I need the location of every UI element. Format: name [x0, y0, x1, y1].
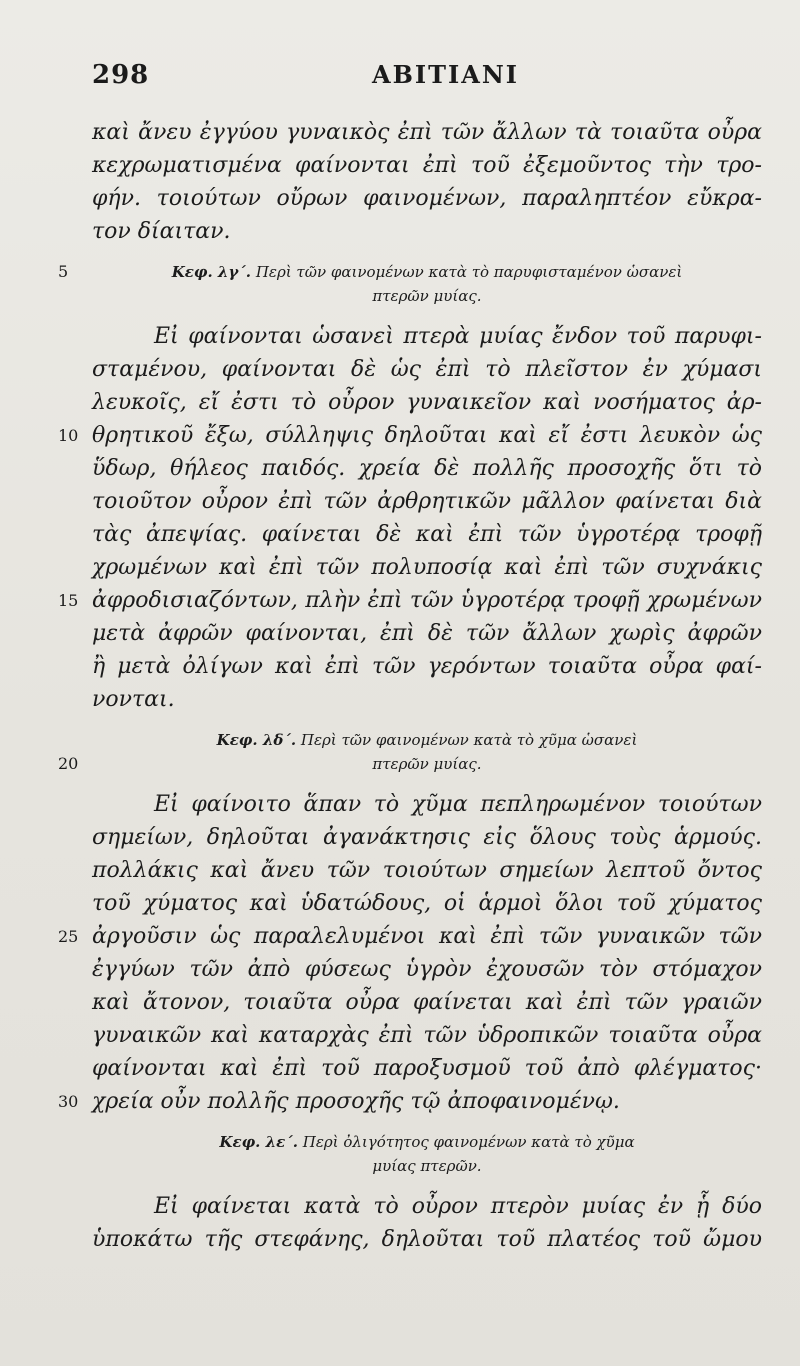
- text-line: ἐγγύων τῶν ἀπὸ φύσεως ὑγρὸν ἐχουσῶν τὸν στόμαχον: [92, 957, 762, 982]
- page-body: [58, 116, 762, 1256]
- text-line: Εἰ φαίνονται ὡσανεὶ πτερὰ μυίας ἔνδον τοῦ παρυφι-: [154, 324, 762, 349]
- text-line: φήν. τοιούτων οὔρων φαινομένων, παραληπτέον εὔκρα-: [92, 186, 762, 211]
- text-line: λευκοῖς, εἴ ἐστι τὸ οὖρον γυναικεῖον καὶ νοσήματος ἀρ-: [92, 390, 762, 415]
- chapter-label: Κεφ. λε΄.: [219, 1133, 298, 1151]
- text-line: σημείων, δηλοῦται ἀγανάκτησις εἰς ὅλους τοὺς ἁρμούς.: [92, 825, 762, 850]
- heading-line: Κεφ. λε΄. Περὶ ὀλιγότητος φαινομένων κατὰ τὸ χῦμα: [219, 1133, 635, 1151]
- paragraph: [92, 116, 762, 248]
- heading-line: μυίας πτερῶν.: [372, 1157, 482, 1175]
- text-line: Εἰ φαίνοιτο ἅπαν τὸ χῦμα πεπληρωμένον τοιούτων: [154, 792, 762, 817]
- text-line: τοῦ χύματος καὶ ὑδατώδους, οἱ ἁρμοὶ ὅλοι τοῦ χύματος: [92, 891, 762, 916]
- line-number: 10: [58, 426, 79, 445]
- running-head: ΑΒΙΤΙΑΝΙ: [372, 60, 520, 89]
- text-line: καὶ ἄνευ ἐγγύου γυναικὸς ἐπὶ τῶν ἄλλων τὰ τοιαῦτα οὖρα: [92, 120, 762, 145]
- chapter-heading: [92, 1130, 762, 1178]
- text-line: σταμένου, φαίνονται δὲ ὡς ἐπὶ τὸ πλεῖστον ἐν χύμασι: [92, 357, 762, 382]
- paragraph: [58, 320, 762, 716]
- page-number: 298: [92, 60, 150, 90]
- text-line: τον δίαιταν.: [92, 219, 231, 244]
- text-line: ἢ μετὰ ὀλίγων καὶ ἐπὶ τῶν γερόντων τοιαῦτα οὖρα φαί-: [92, 654, 762, 679]
- text-line: 15 ἀφροδισιαζόντων, πλὴν ἐπὶ τῶν ὑγροτέρᾳ τροφῇ χρωμένων: [92, 584, 762, 617]
- text-line: πολλάκις καὶ ἄνευ τῶν τοιούτων σημείων λεπτοῦ ὄντος: [92, 858, 762, 883]
- heading-line: 20 πτερῶν μυίας.: [92, 752, 762, 776]
- chapter-heading: [58, 728, 762, 776]
- text-line: ὕδωρ, θήλεος παιδός. χρεία δὲ πολλῆς προσοχῆς ὅτι τὸ: [92, 456, 762, 481]
- text-line: νονται.: [92, 687, 175, 712]
- text-line: γυναικῶν καὶ καταρχὰς ἐπὶ τῶν ὑδροπικῶν τοιαῦτα οὖρα: [92, 1023, 762, 1048]
- page-header: [92, 60, 760, 100]
- heading-line: πτερῶν μυίας.: [372, 287, 482, 305]
- line-number: 5: [58, 262, 69, 281]
- text-line: φαίνονται καὶ ἐπὶ τοῦ παροξυσμοῦ τοῦ ἀπὸ φλέγματος·: [92, 1056, 762, 1081]
- line-number: 30: [58, 1092, 79, 1111]
- text-line: κεχρωματισμένα φαίνονται ἐπὶ τοῦ ἐξεμοῦντος τὴν τρο-: [92, 153, 762, 178]
- chapter-heading: [58, 260, 762, 308]
- text-line: 10 θρητικοῦ ἔξω, σύλληψις δηλοῦται καὶ εἴ ἐστι λευκὸν ὡς: [92, 419, 762, 452]
- line-number: 20: [58, 754, 79, 773]
- line-number: 25: [58, 927, 79, 946]
- text-line: χρωμένων καὶ ἐπὶ τῶν πολυποσίᾳ καὶ ἐπὶ τῶν συχνάκις: [92, 555, 762, 580]
- heading-line: Κεφ. λδ΄. Περὶ τῶν φαινομένων κατὰ τὸ χῦμα ὡσανεὶ: [216, 731, 638, 749]
- text-line: τοιοῦτον οὖρον ἐπὶ τῶν ἀρθρητικῶν μᾶλλον φαίνεται διὰ: [92, 489, 762, 514]
- heading-line: Κεφ. λγ΄. Περὶ τῶν φαινομένων κατὰ τὸ παρυφισταμένον ὡσανεὶ: [171, 263, 683, 281]
- paragraph: [58, 788, 762, 1118]
- text-line: καὶ ἄτονον, τοιαῦτα οὖρα φαίνεται καὶ ἐπὶ τῶν γραιῶν: [92, 990, 762, 1015]
- chapter-label: Κεφ. λδ΄.: [216, 731, 297, 749]
- text-line: ὑποκάτω τῆς στεφάνης, δηλοῦται τοῦ πλατέος τοῦ ὤμου: [92, 1227, 762, 1252]
- paragraph: [92, 1190, 762, 1256]
- text-line: 30 χρεία οὖν πολλῆς προσοχῆς τῷ ἀποφαινομένῳ.: [92, 1085, 762, 1118]
- chapter-label: Κεφ. λγ΄.: [171, 263, 252, 281]
- text-line: 25 ἀργοῦσιν ὡς παραλελυμένοι καὶ ἐπὶ τῶν γυναικῶν τῶν: [92, 920, 762, 953]
- text-line: μετὰ ἀφρῶν φαίνονται, ἐπὶ δὲ τῶν ἄλλων χωρὶς ἀφρῶν: [92, 621, 762, 646]
- text-line: τὰς ἀπεψίας. φαίνεται δὲ καὶ ἐπὶ τῶν ὑγροτέρᾳ τροφῇ: [92, 522, 762, 547]
- text-line: Εἰ φαίνεται κατὰ τὸ οὖρον πτερὸν μυίας ἐν ᾗ δύο: [154, 1194, 762, 1219]
- line-number: 15: [58, 591, 79, 610]
